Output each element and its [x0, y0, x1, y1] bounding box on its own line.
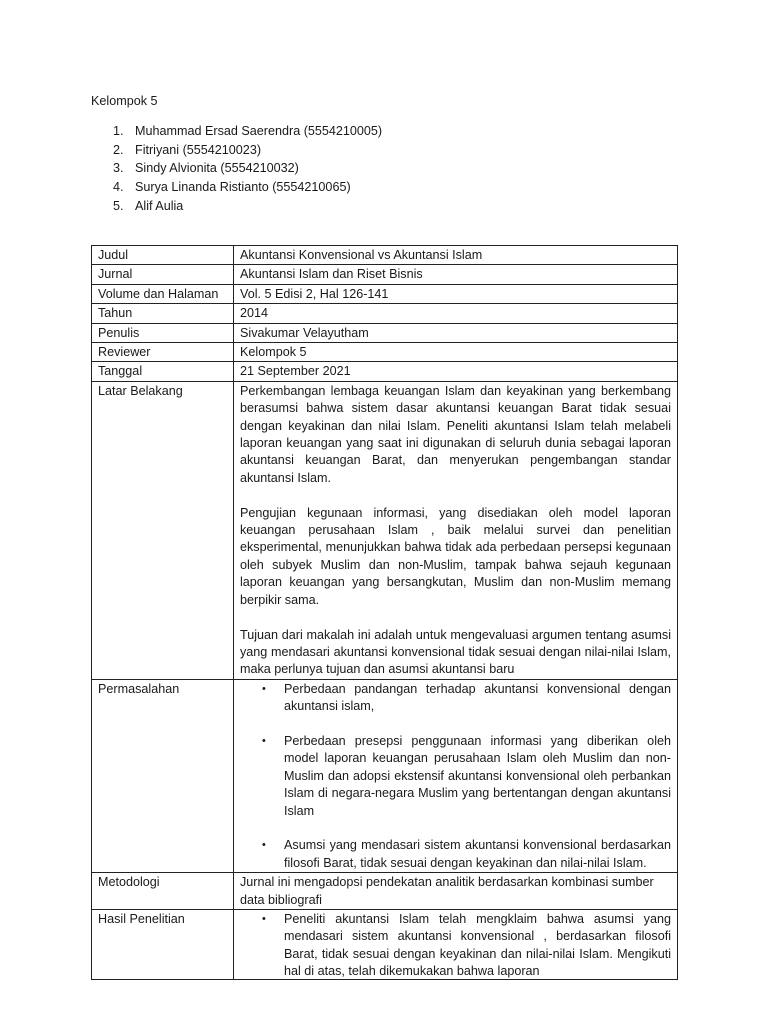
- row-label: Volume dan Halaman: [92, 284, 234, 303]
- bullet-icon: •: [262, 912, 266, 925]
- row-label: Permasalahan: [92, 679, 234, 872]
- table-row-jurnal: [92, 265, 678, 284]
- table-row-judul: [92, 246, 678, 265]
- row-value: Sivakumar Velayutham: [234, 323, 678, 342]
- list-item-text: Peneliti akuntansi Islam telah mengklaim bahwa asumsi yang mendasari sistem akuntansi konvensional , berdasarkan filosofi Barat, tidak sesuai dengan keyakinan dan nilai-nilai Islam. Mengikuti hal di atas, telah dikemukakan bahwa laporan: [284, 911, 671, 979]
- row-value: Akuntansi Islam dan Riset Bisnis: [234, 265, 678, 284]
- list-item-text: Asumsi yang mendasari sistem akuntansi konvensional berdasarkan filosofi Barat, tidak sesuai dengan keyakinan dan nilai-nilai Islam.: [284, 838, 671, 870]
- row-label: Tahun: [92, 304, 234, 323]
- clipped-content: [240, 911, 671, 979]
- bullet-icon: •: [262, 682, 266, 695]
- table-row-reviewer: [92, 343, 678, 362]
- table-row-latar-belakang: [92, 381, 678, 679]
- member-name: Sindy Alvionita (5554210032): [135, 161, 299, 176]
- member-item: [113, 159, 382, 178]
- row-label: Penulis: [92, 323, 234, 342]
- table-row-permasalahan: [92, 679, 678, 872]
- row-value: [234, 679, 678, 872]
- bullet-list: [240, 681, 671, 872]
- row-label: Hasil Penelitian: [92, 909, 234, 979]
- member-item: [113, 122, 382, 141]
- member-name: Muhammad Ersad Saerendra (5554210005): [135, 124, 383, 138]
- row-value: Jurnal ini mengadopsi pendekatan analitik berdasarkan kombinasi sumber data bibliografi: [234, 873, 678, 910]
- row-value: [234, 909, 678, 979]
- row-label: Tanggal: [92, 362, 234, 381]
- member-number: 2.: [113, 142, 124, 157]
- list-item: [240, 681, 671, 716]
- list-item-text: Perbedaan pandangan terhadap akuntansi konvensional dengan akuntansi islam,: [284, 681, 671, 714]
- table-row-hasil-penelitian: [92, 909, 678, 979]
- member-item: [113, 178, 382, 197]
- row-label: Reviewer: [92, 343, 234, 362]
- row-label: Metodologi: [92, 873, 234, 910]
- member-item: [113, 197, 382, 216]
- list-item: [240, 911, 671, 979]
- row-label: Judul: [92, 246, 234, 265]
- member-name: Surya Linanda Ristianto (5554210065): [135, 180, 351, 195]
- row-label: Latar Belakang: [92, 381, 234, 679]
- paragraph: Perkembangan lembaga keuangan Islam dan keyakinan yang berkembang berasumsi bahwa sistem dasar akuntansi keuangan Barat tidak sesuai dengan keyakinan dan nilai Islam. Peneliti akuntansi Islam telah melabeli laporan keuangan yang saat ini digunakan di seluruh dunia sebagai laporan akuntansi keuangan Barat, dan menyerukan pengembangan standar akuntansi Islam.: [240, 383, 671, 485]
- row-value: 2014: [234, 304, 678, 323]
- row-value: [234, 381, 678, 679]
- list-item-text: Perbedaan presepsi penggunaan informasi yang diberikan oleh model laporan keuangan perusahaan Islam oleh Muslim dan non-Muslim dan adopsi ekstensif akuntansi konvensional oleh perbankan Islam di negara-negara Muslim yang bertentangan dengan akuntansi Islam: [284, 733, 671, 818]
- table-row-tahun: [92, 304, 678, 323]
- table-row-tanggal: [92, 362, 678, 381]
- bullet-icon: •: [262, 734, 266, 747]
- member-number: 1.: [113, 124, 124, 138]
- row-value: Kelompok 5: [234, 343, 678, 362]
- bullet-list: [240, 911, 671, 979]
- member-number: 5.: [113, 198, 124, 213]
- member-item: [113, 141, 382, 160]
- row-value: Vol. 5 Edisi 2, Hal 126-141: [234, 284, 678, 303]
- table-row-volume: [92, 284, 678, 303]
- member-number: 3.: [113, 161, 124, 176]
- paragraph: Pengujian kegunaan informasi, yang disediakan oleh model laporan keuangan perusahaan Islam , baik melalui survei dan penelitian eksperimental, menunjukkan bahwa tidak ada perbedaan persepsi kegunaan oleh subyek Muslim dan non-Muslim, tampak bahwa sejauh kegunaan laporan keuangan yang bersangkutan, Muslim dan non-Muslim memang berpikir sama.: [240, 505, 671, 607]
- bullet-icon: •: [262, 839, 266, 852]
- row-value: 21 September 2021: [234, 362, 678, 381]
- list-item: [240, 837, 671, 872]
- review-table: [91, 245, 678, 980]
- member-number: 4.: [113, 180, 124, 195]
- table-row-metodologi: [92, 873, 678, 910]
- paragraph: Tujuan dari makalah ini adalah untuk mengevaluasi argumen tentang asumsi yang mendasari akuntansi konvensional tidak sesuai dengan nilai-nilai Islam, maka perlunya tujuan dan asumsi akuntansi baru: [240, 627, 671, 677]
- member-name: Fitriyani (5554210023): [135, 142, 262, 157]
- member-list: [113, 122, 382, 215]
- row-value: Akuntansi Konvensional vs Akuntansi Islam: [234, 246, 678, 265]
- table-row-penulis: [92, 323, 678, 342]
- list-item: [240, 733, 671, 820]
- row-label: Jurnal: [92, 265, 234, 284]
- member-name: Alif Aulia: [135, 198, 184, 213]
- group-title: Kelompok 5: [91, 94, 158, 108]
